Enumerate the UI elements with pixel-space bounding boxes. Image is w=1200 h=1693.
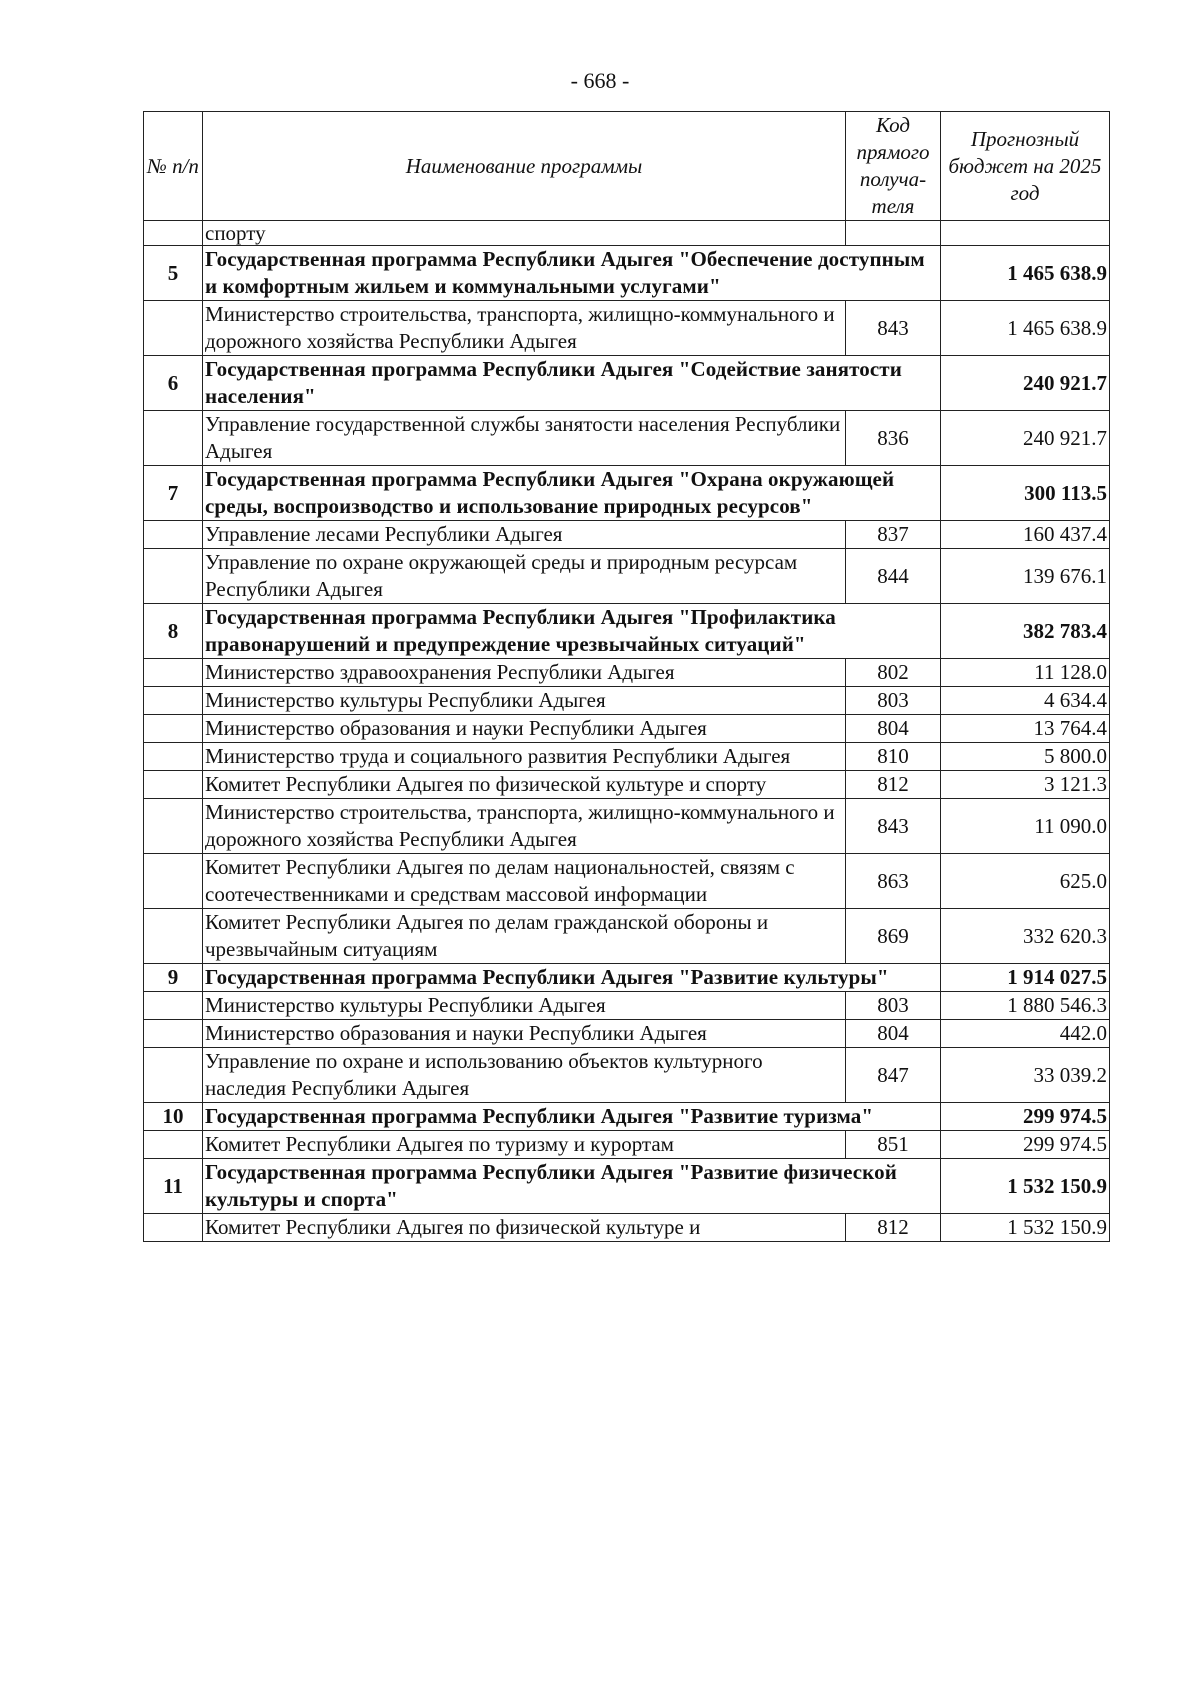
row-num [144, 1214, 203, 1242]
program-row [144, 246, 1110, 301]
row-num [144, 1020, 203, 1048]
recipient-code: 804 [846, 715, 941, 743]
program-num: 8 [144, 604, 203, 659]
header-code: Код прямого получа-теля [846, 112, 941, 221]
program-row [144, 964, 1110, 992]
recipient-row [144, 1214, 1110, 1242]
recipient-row [144, 411, 1110, 466]
recipient-amount: 1 880 546.3 [941, 992, 1110, 1020]
recipient-row [144, 1048, 1110, 1103]
recipient-row [144, 521, 1110, 549]
recipient-code: 844 [846, 549, 941, 604]
table-body [144, 221, 1110, 1242]
row-num [144, 715, 203, 743]
recipient-row [144, 799, 1110, 854]
recipient-amount: 11 090.0 [941, 799, 1110, 854]
row-num [144, 659, 203, 687]
recipient-row [144, 301, 1110, 356]
recipient-name: Министерство культуры Республики Адыгея [203, 992, 846, 1020]
row-num [144, 411, 203, 466]
program-num: 6 [144, 356, 203, 411]
recipient-code: 812 [846, 771, 941, 799]
row-num [144, 1048, 203, 1103]
recipient-code [846, 221, 941, 246]
recipient-code: 803 [846, 992, 941, 1020]
recipient-name: Комитет Республики Адыгея по физической культуре и спорту [203, 771, 846, 799]
recipient-amount: 625.0 [941, 854, 1110, 909]
recipient-code: 804 [846, 1020, 941, 1048]
recipient-amount: 160 437.4 [941, 521, 1110, 549]
program-amount: 1 465 638.9 [941, 246, 1110, 301]
program-name: Государственная программа Республики Адыгея "Развитие физической культуры и спорта" [203, 1159, 941, 1214]
recipient-name: Управление лесами Республики Адыгея [203, 521, 846, 549]
recipient-row [144, 1020, 1110, 1048]
recipient-name: Управление государственной службы занятости населения Республики Адыгея [203, 411, 846, 466]
recipient-amount: 5 800.0 [941, 743, 1110, 771]
recipient-row [144, 909, 1110, 964]
recipient-name: Министерство образования и науки Республики Адыгея [203, 1020, 846, 1048]
table-header-row [144, 112, 1110, 221]
recipient-code: 837 [846, 521, 941, 549]
program-row [144, 604, 1110, 659]
row-num [144, 549, 203, 604]
header-amount: Прогнозный бюджет на 2025 год [941, 112, 1110, 221]
row-num [144, 909, 203, 964]
program-num: 10 [144, 1103, 203, 1131]
program-amount: 1 532 150.9 [941, 1159, 1110, 1214]
recipient-name: Комитет Республики Адыгея по туризму и курортам [203, 1131, 846, 1159]
row-num [144, 521, 203, 549]
program-amount: 240 921.7 [941, 356, 1110, 411]
recipient-row [144, 659, 1110, 687]
header-num: № п/п [144, 112, 203, 221]
program-amount: 299 974.5 [941, 1103, 1110, 1131]
program-row [144, 356, 1110, 411]
recipient-amount: 1 532 150.9 [941, 1214, 1110, 1242]
continuation-row [144, 221, 1110, 246]
recipient-code: 810 [846, 743, 941, 771]
program-row [144, 1159, 1110, 1214]
recipient-row [144, 771, 1110, 799]
program-name: Государственная программа Республики Адыгея "Обеспечение доступным и комфортным жильем и коммунальными услугами" [203, 246, 941, 301]
row-num [144, 771, 203, 799]
program-name: Государственная программа Республики Адыгея "Развитие туризма" [203, 1103, 941, 1131]
recipient-code: 803 [846, 687, 941, 715]
recipient-row [144, 743, 1110, 771]
program-name: Государственная программа Республики Адыгея "Охрана окружающей среды, воспроизводство и использование природных ресурсов" [203, 466, 941, 521]
recipient-name: Комитет Республики Адыгея по делам гражданской обороны и чрезвычайным ситуациям [203, 909, 846, 964]
row-num [144, 301, 203, 356]
recipient-amount: 11 128.0 [941, 659, 1110, 687]
program-amount: 1 914 027.5 [941, 964, 1110, 992]
recipient-name: спорту [203, 221, 846, 246]
row-num [144, 743, 203, 771]
recipient-code: 843 [846, 799, 941, 854]
program-row [144, 466, 1110, 521]
recipient-row [144, 687, 1110, 715]
row-num [144, 854, 203, 909]
recipient-amount: 4 634.4 [941, 687, 1110, 715]
recipient-amount: 3 121.3 [941, 771, 1110, 799]
row-num [144, 1131, 203, 1159]
recipient-row [144, 549, 1110, 604]
row-num [144, 221, 203, 246]
program-num: 7 [144, 466, 203, 521]
program-name: Государственная программа Республики Адыгея "Профилактика правонарушений и предупреждение чрезвычайных ситуаций" [203, 604, 941, 659]
recipient-row [144, 992, 1110, 1020]
recipient-name: Министерство труда и социального развития Республики Адыгея [203, 743, 846, 771]
program-num: 5 [144, 246, 203, 301]
recipient-name: Министерство строительства, транспорта, жилищно-коммунального и дорожного хозяйства Республики Адыгея [203, 301, 846, 356]
recipient-amount: 1 465 638.9 [941, 301, 1110, 356]
recipient-code: 847 [846, 1048, 941, 1103]
recipient-name: Управление по охране и использованию объектов культурного наследия Республики Адыгея [203, 1048, 846, 1103]
recipient-name: Управление по охране окружающей среды и природным ресурсам Республики Адыгея [203, 549, 846, 604]
recipient-code: 851 [846, 1131, 941, 1159]
recipient-code: 802 [846, 659, 941, 687]
recipient-code: 836 [846, 411, 941, 466]
recipient-amount: 33 039.2 [941, 1048, 1110, 1103]
row-num [144, 799, 203, 854]
page-number: - 668 - [570, 68, 630, 93]
program-amount: 382 783.4 [941, 604, 1110, 659]
recipient-amount: 442.0 [941, 1020, 1110, 1048]
recipient-amount: 332 620.3 [941, 909, 1110, 964]
recipient-name: Министерство здравоохранения Республики Адыгея [203, 659, 846, 687]
recipient-code: 843 [846, 301, 941, 356]
recipient-amount: 240 921.7 [941, 411, 1110, 466]
recipient-row [144, 715, 1110, 743]
recipient-name: Министерство культуры Республики Адыгея [203, 687, 846, 715]
program-name: Государственная программа Республики Адыгея "Развитие культуры" [203, 964, 941, 992]
row-num [144, 992, 203, 1020]
recipient-code: 812 [846, 1214, 941, 1242]
recipient-amount: 139 676.1 [941, 549, 1110, 604]
recipient-code: 863 [846, 854, 941, 909]
recipient-row [144, 1131, 1110, 1159]
row-num [144, 687, 203, 715]
program-amount: 300 113.5 [941, 466, 1110, 521]
program-num: 11 [144, 1159, 203, 1214]
recipient-row [144, 854, 1110, 909]
recipient-name: Комитет Республики Адыгея по физической культуре и [203, 1214, 846, 1242]
program-row [144, 1103, 1110, 1131]
header-name: Наименование программы [203, 112, 846, 221]
recipient-name: Комитет Республики Адыгея по делам национальностей, связям с соотечественниками и средствам массовой информации [203, 854, 846, 909]
recipient-amount: 299 974.5 [941, 1131, 1110, 1159]
program-num: 9 [144, 964, 203, 992]
recipient-name: Министерство образования и науки Республики Адыгея [203, 715, 846, 743]
recipient-name: Министерство строительства, транспорта, жилищно-коммунального и дорожного хозяйства Республики Адыгея [203, 799, 846, 854]
recipient-amount [941, 221, 1110, 246]
budget-table [143, 111, 1110, 1242]
recipient-amount: 13 764.4 [941, 715, 1110, 743]
recipient-code: 869 [846, 909, 941, 964]
program-name: Государственная программа Республики Адыгея "Содействие занятости населения" [203, 356, 941, 411]
